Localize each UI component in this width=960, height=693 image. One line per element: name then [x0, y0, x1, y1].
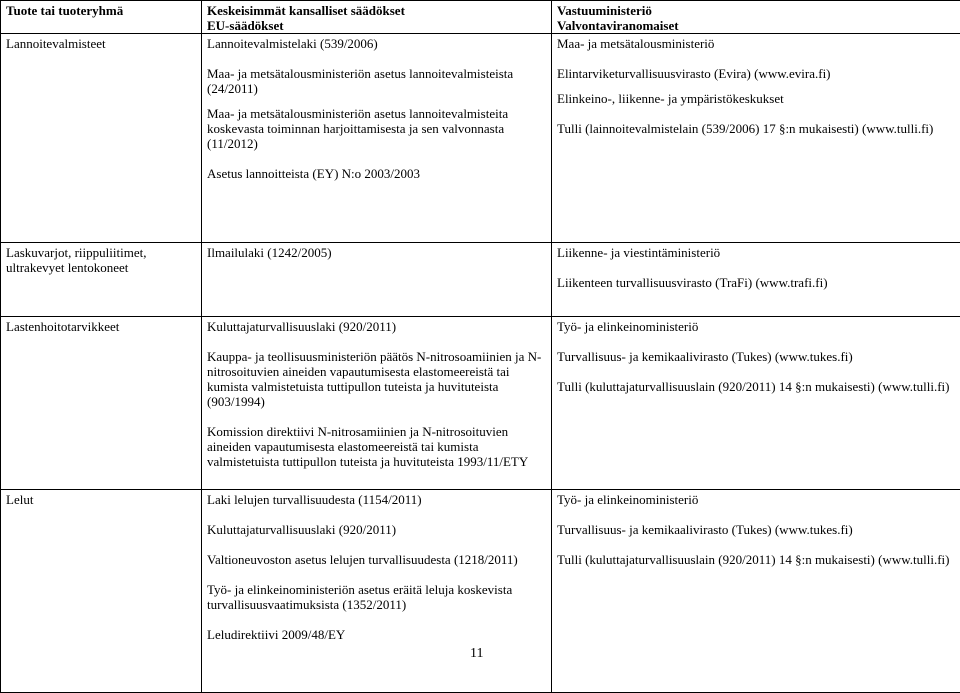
table-row [1, 490, 960, 693]
product-cell: Lelut [1, 490, 202, 693]
legislation-cell: Kuluttajaturvallisuuslaki (920/2011) Kauppa- ja teollisuusministeriön päätös N-nitrosoamiinien ja N-nitrosoituvien aineiden vapautumisesta elastomeereistä tai kumista valmistetuista tuttipullon tuteista ja huvituteista (903/1994) Komission direktiivi N-nitrosamiinien ja N-nitrosoituvien aineiden vapautumisesta elastomeereistä tai kumista valmistetuista tuttipullon tuteista ja huvituteista 1993/11/ETY [202, 317, 552, 490]
product-cell: Laskuvarjot, riippuliitimet, ultrakevyet lentokoneet [1, 243, 202, 317]
product-cell: Lannoitevalmisteet [1, 34, 202, 243]
table-row [1, 317, 960, 490]
authorities-cell: Liikenne- ja viestintäministeriö Liikenteen turvallisuusvirasto (TraFi) (www.trafi.fi) [552, 243, 960, 317]
page-number: 11 [470, 646, 483, 662]
legislation-cell: Laki lelujen turvallisuudesta (1154/2011) Kuluttajaturvallisuuslaki (920/2011) Valtioneuvoston asetus lelujen turvallisuudesta (1218/2011) Työ- ja elinkeinoministeriön asetus eräitä leluja koskevista turvallisuusvaatimuksista (1352/2011) Leludirektiivi 2009/48/EY [202, 490, 552, 693]
header-authorities: Vastuuministeriö Valvontaviranomaiset [552, 1, 960, 34]
authorities-cell: Työ- ja elinkeinoministeriö Turvallisuus- ja kemikaalivirasto (Tukes) (www.tukes.fi) Tulli (kuluttajaturvallisuuslain (920/2011) 14 §:n mukaisesti) (www.tulli.fi) [552, 317, 960, 490]
authorities-cell: Maa- ja metsätalousministeriö Elintarviketurvallisuusvirasto (Evira) (www.evira.fi) Elinkeino-, liikenne- ja ympäristökeskukset Tulli (lainnoitevalmistelain (539/2006) 17 §:n mukaisesti) (www.tulli.fi) [552, 34, 960, 243]
table-row [1, 34, 960, 243]
table-row [1, 243, 960, 317]
header-legislation: Keskeisimmät kansalliset säädökset EU-säädökset [202, 1, 552, 34]
legislation-cell: Lannoitevalmistelaki (539/2006) Maa- ja metsätalousministeriön asetus lannoitevalmisteista (24/2011) Maa- ja metsätalousministeriön asetus lannoitevalmisteita koskevasta toiminnan harjoittamisesta ja sen valvonnasta (11/2012) Asetus lannoitteista (EY) N:o 2003/2003 [202, 34, 552, 243]
legislation-cell: Ilmailulaki (1242/2005) [202, 243, 552, 317]
authorities-cell: Työ- ja elinkeinoministeriö Turvallisuus- ja kemikaalivirasto (Tukes) (www.tukes.fi) Tulli (kuluttajaturvallisuuslain (920/2011) 14 §:n mukaisesti) (www.tulli.fi) [552, 490, 960, 693]
header-product: Tuote tai tuoteryhmä [1, 1, 202, 34]
table-header-row [1, 1, 960, 34]
product-cell: Lastenhoitotarvikkeet [1, 317, 202, 490]
